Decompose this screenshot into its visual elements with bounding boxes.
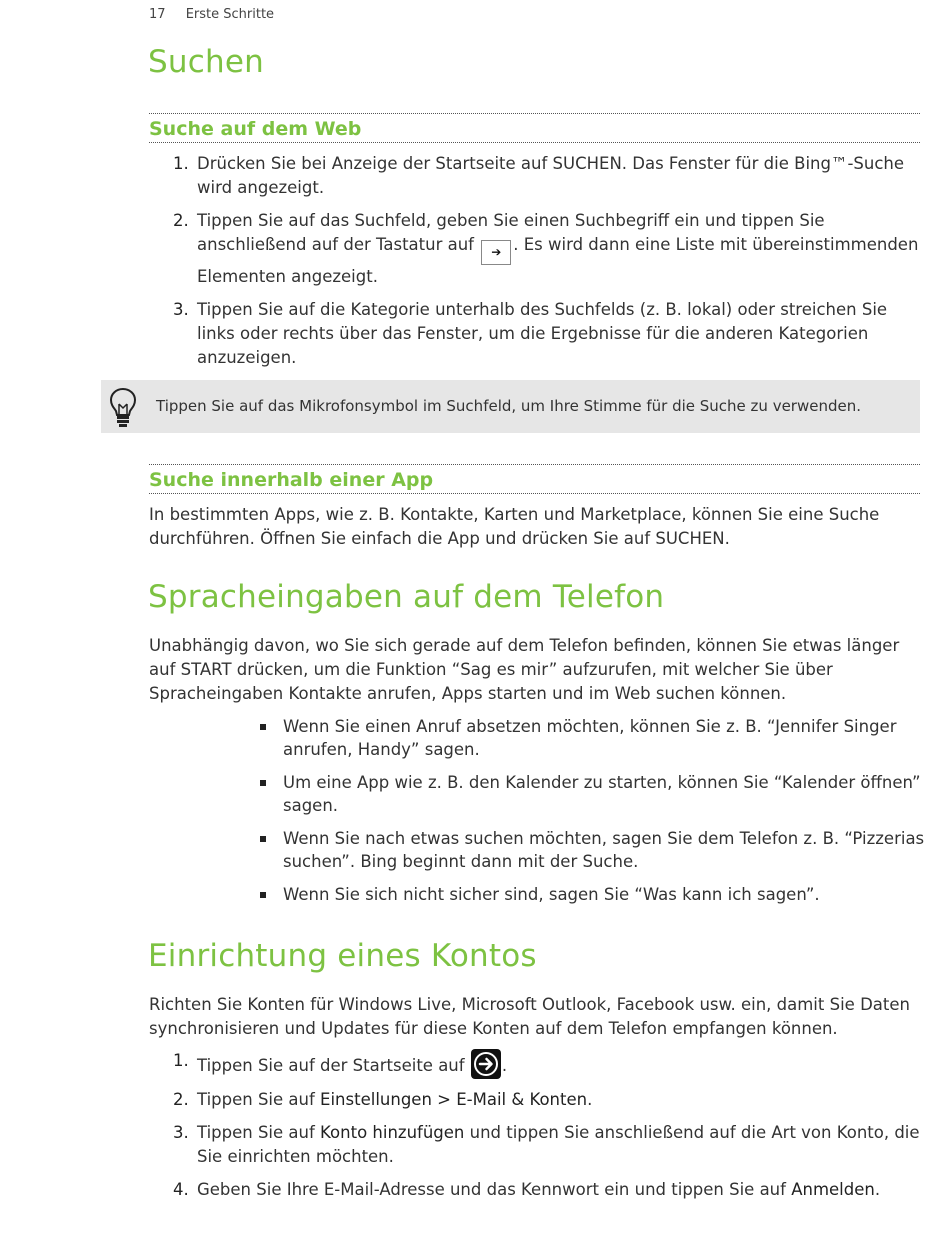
sign-in-label: Anmelden bbox=[791, 1180, 875, 1199]
running-header bbox=[149, 7, 274, 22]
step-text-end: . bbox=[501, 1056, 508, 1075]
account-paragraph: Richten Sie Konten für Windows Live, Microsoft Outlook, Facebook usw. ein, damit Sie Daten synchronisieren und Updates für diese Konten auf dem Telefon empfangen können. bbox=[149, 995, 910, 1038]
step-text-continued: . Es wird dann eine Liste mit übereinstimmenden Elementen angezeigt. bbox=[197, 235, 919, 286]
step-text: Drücken Sie bei Anzeige der Startseite auf SUCHEN. Das Fenster für die Bing™-Suche wird angezeigt. bbox=[197, 154, 905, 197]
bullet-text: Wenn Sie nach etwas suchen möchten, sagen Sie dem Telefon z. B. “Pizzerias suchen”. Bing beginnt dann mit der Suche. bbox=[283, 829, 925, 871]
bullet-icon bbox=[260, 724, 266, 730]
step-text-end: . bbox=[874, 1180, 881, 1199]
bullet-icon bbox=[260, 892, 266, 898]
voice-paragraph: Unabhängig davon, wo Sie sich gerade auf dem Telefon befinden, können Sie etwas länger auf START drücken, um die Funktion “Sag es mir” aufzurufen, mit welcher Sie über Spracheingaben Kontakte anrufen, Apps starten und im Web suchen können. bbox=[149, 636, 900, 703]
list-item bbox=[258, 883, 928, 906]
bullet-icon bbox=[260, 780, 266, 786]
lightbulb-icon bbox=[108, 386, 138, 432]
chapter-title: Erste Schritte bbox=[185, 7, 275, 22]
step-number: 2. bbox=[173, 1090, 189, 1109]
step-number: 1. bbox=[173, 154, 189, 173]
list-item bbox=[149, 1178, 924, 1202]
step-number: 1. bbox=[173, 1051, 189, 1070]
menu-path: Einstellungen > E-Mail & Konten bbox=[320, 1090, 588, 1109]
list-item bbox=[149, 1121, 924, 1169]
step-number: 4. bbox=[173, 1180, 189, 1199]
subheading-app-search: Suche innerhalb einer App bbox=[149, 464, 920, 494]
heading-voice: Spracheingaben auf dem Telefon bbox=[148, 579, 665, 615]
account-steps bbox=[149, 1049, 924, 1211]
bullet-text: Wenn Sie einen Anruf absetzen möchten, können Sie z. B. “Jennifer Singer anrufen, Handy” sagen. bbox=[283, 717, 897, 759]
step-text: Geben Sie Ihre E-Mail-Adresse und das Kennwort ein und tippen Sie auf bbox=[197, 1180, 792, 1199]
step-number: 3. bbox=[173, 300, 189, 319]
list-item bbox=[149, 298, 924, 370]
heading-search: Suchen bbox=[148, 44, 264, 80]
bullet-text: Um eine App wie z. B. den Kalender zu starten, können Sie “Kalender öffnen” sagen. bbox=[283, 773, 921, 815]
step-text: Tippen Sie auf der Startseite auf bbox=[197, 1056, 465, 1075]
voice-examples bbox=[258, 715, 928, 916]
bullet-text: Wenn Sie sich nicht sicher sind, sagen Sie “Was kann ich sagen”. bbox=[283, 885, 820, 904]
tip-text: Tippen Sie auf das Mikrofonsymbol im Suchfeld, um Ihre Stimme für die Suche zu verwenden. bbox=[156, 397, 861, 415]
list-item bbox=[149, 1088, 924, 1112]
step-number: 2. bbox=[173, 211, 189, 230]
list-item bbox=[258, 771, 928, 817]
step-text-end: und tippen Sie anschließend auf die Art von Konto, die Sie einrichten möchten. bbox=[197, 1123, 920, 1166]
list-item bbox=[149, 152, 924, 200]
arrow-circle-icon bbox=[471, 1049, 501, 1079]
web-search-steps bbox=[149, 152, 924, 379]
step-text: Tippen Sie auf bbox=[197, 1123, 321, 1142]
list-item bbox=[149, 1049, 924, 1079]
list-item bbox=[258, 827, 928, 873]
step-number: 3. bbox=[173, 1123, 189, 1142]
step-text: Tippen Sie auf das Suchfeld, geben Sie einen Suchbegriff ein und tippen Sie anschließend auf der Tastatur auf bbox=[197, 211, 825, 254]
tip-box bbox=[101, 380, 920, 433]
app-search-paragraph: In bestimmten Apps, wie z. B. Kontakte, Karten und Marketplace, können Sie eine Suche durchführen. Öffnen Sie einfach die App und drücken Sie auf SUCHEN. bbox=[149, 505, 880, 548]
add-account-label: Konto hinzufügen bbox=[320, 1123, 465, 1142]
list-item bbox=[149, 209, 924, 289]
enter-key-icon: ➔ bbox=[481, 240, 511, 265]
step-text-end: . bbox=[587, 1090, 593, 1109]
bullet-icon bbox=[260, 836, 266, 842]
step-text: Tippen Sie auf bbox=[197, 1090, 321, 1109]
list-item bbox=[258, 715, 928, 761]
step-text: Tippen Sie auf die Kategorie unterhalb des Suchfelds (z. B. lokal) oder streichen Sie links oder rechts über das Fenster, um die Ergebnisse für die anderen Kategorien anzuzeigen. bbox=[197, 300, 888, 367]
heading-account: Einrichtung eines Kontos bbox=[148, 938, 537, 974]
page-number: 17 bbox=[149, 7, 166, 22]
subheading-web-search: Suche auf dem Web bbox=[149, 113, 920, 143]
